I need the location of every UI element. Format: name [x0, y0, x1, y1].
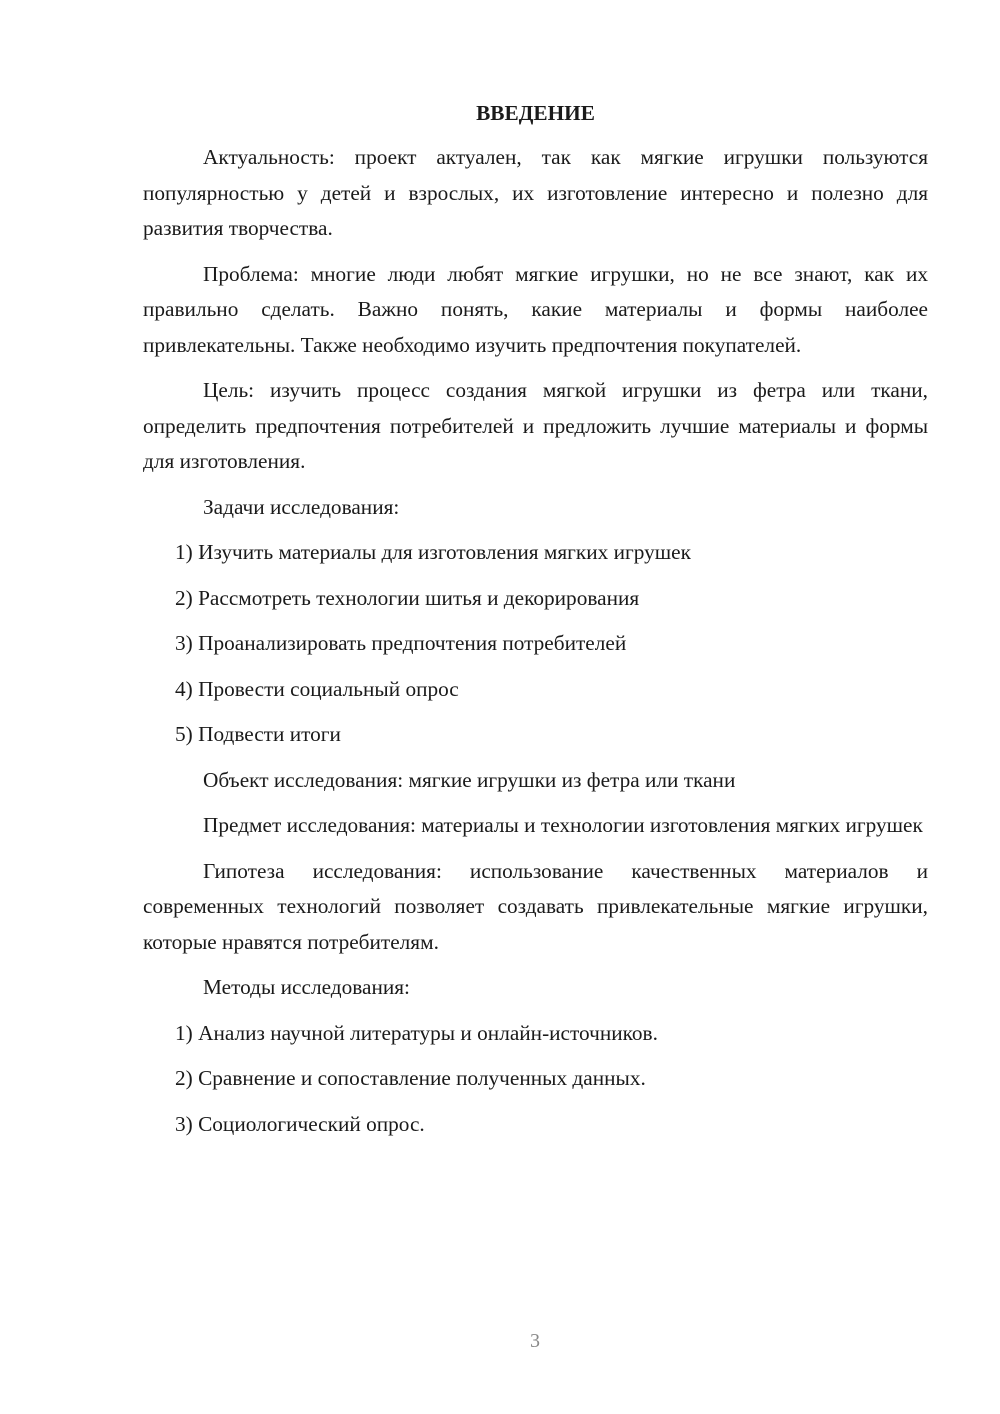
page-title: ВВЕДЕНИЕ: [476, 101, 595, 125]
list-item: 2) Рассмотреть технологии шитья и декорирования: [175, 585, 640, 610]
list-item: 3) Проанализировать предпочтения потребителей: [175, 631, 627, 655]
list-item: 1) Изучить материалы для изготовления мягких игрушек: [175, 540, 691, 564]
page-number: 3: [530, 1330, 540, 1352]
relevance-paragraph: Актуальность: проект актуален, так как мягкие игрушки пользуются популярностью у детей и взрослых, их изготовление интересно и полезно для развития творчества.: [143, 145, 928, 240]
list-item: 3) Социологический опрос.: [175, 1111, 425, 1136]
problem-paragraph: Проблема: многие люди любят мягкие игрушки, но не все знают, как их правильно сделать. Важно понять, какие материалы и формы наиболее привлекательны. Также необходимо изучить предпочтения покупателей.: [143, 261, 928, 357]
list-item: 5) Подвести итоги: [175, 722, 341, 746]
tasks-list: [143, 535, 928, 753]
tasks-label: Задачи исследования:: [203, 494, 400, 519]
list-item: 2) Сравнение и сопоставление полученных данных.: [175, 1066, 646, 1090]
subject-paragraph: Предмет исследования: материалы и технологии изготовления мягких игрушек: [203, 813, 923, 837]
document-page: [143, 96, 928, 1152]
list-item: 1) Анализ научной литературы и онлайн-источников.: [175, 1020, 658, 1045]
goal-paragraph: Цель: изучить процесс создания мягкой игрушки из фетра или ткани, определить предпочтения потребителей и предложить лучшие материалы и формы для изготовления.: [143, 378, 928, 473]
object-paragraph: Объект исследования: мягкие игрушки из фетра или ткани: [203, 767, 736, 792]
methods-label: Методы исследования:: [203, 975, 410, 999]
list-item: 4) Провести социальный опрос: [175, 676, 459, 701]
methods-list: [143, 1016, 928, 1143]
hypothesis-paragraph: Гипотеза исследования: использование качественных материалов и современных технологий позволяет создавать привлекательные мягкие игрушки, которые нравятся потребителям.: [143, 858, 928, 954]
